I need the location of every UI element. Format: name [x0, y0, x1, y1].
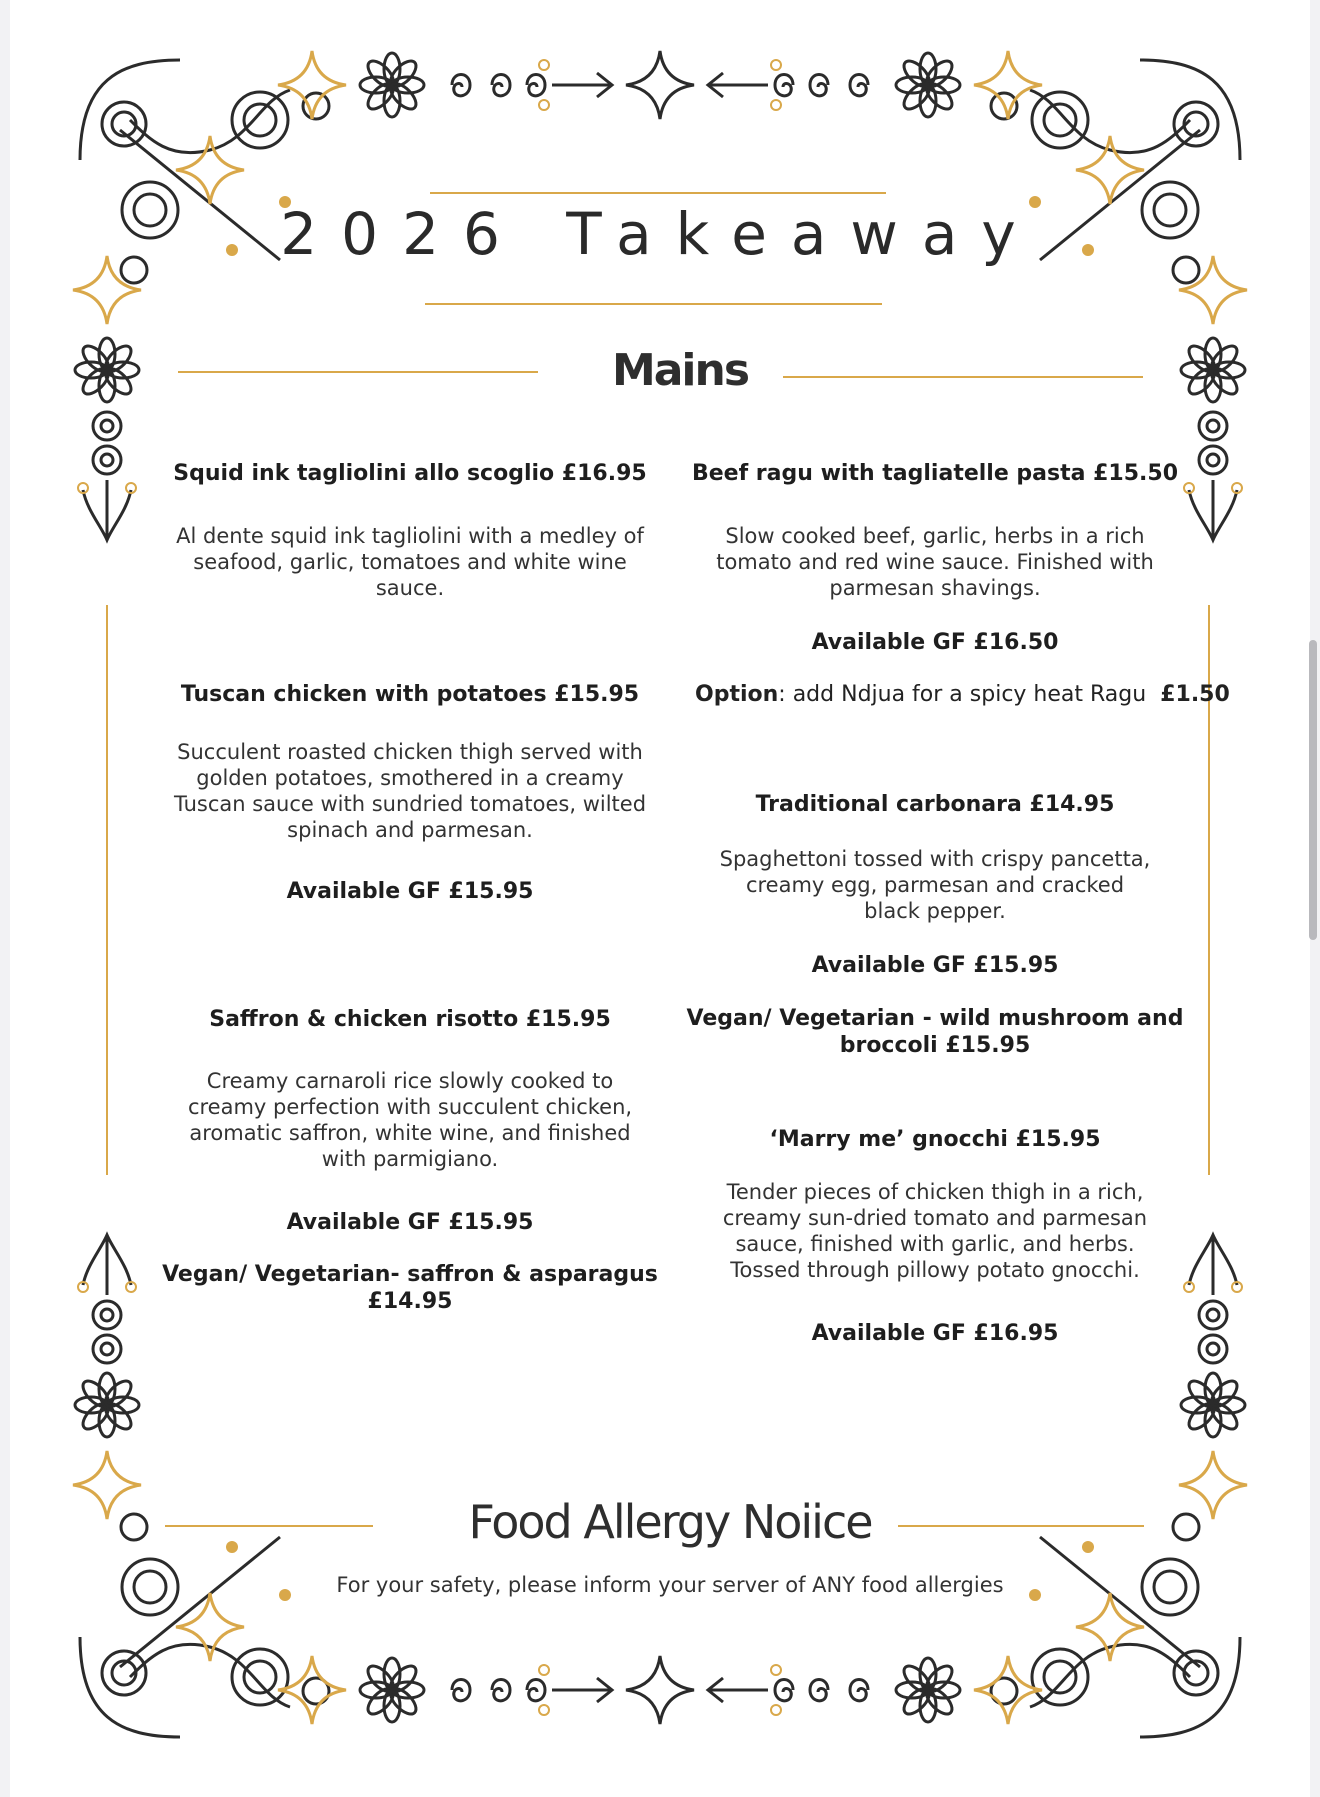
dish-description: Slow cooked beef, garlic, herbs in a rich tomato and red wine sauce. Finished with parmesan shavings. [716, 524, 1154, 600]
dish-name: Tuscan chicken with potatoes £15.95 [180, 682, 640, 707]
option-label: Option [695, 682, 779, 707]
dish-description: Spaghettoni tossed with crispy pancetta, creamy egg, parmesan and cracked black pepper. [719, 847, 1151, 923]
dish-description: Al dente squid ink tagliolini with a medley of seafood, garlic, tomatoes and white wine sauce. [176, 524, 644, 600]
allergy-notice-title: Food Allergy Noiice [468, 1495, 872, 1549]
gluten-free-availability: Available GF £16.50 [811, 630, 1059, 655]
vegan-variant: Vegan/ Vegetarian- saffron & asparagus £14.95 [162, 1262, 658, 1314]
vertical-scrollbar[interactable] [1309, 640, 1317, 940]
dish-name: Saffron & chicken risotto £15.95 [209, 1007, 611, 1032]
gluten-free-availability: Available GF £15.95 [286, 879, 534, 904]
menu-title: 2026 Takeaway [280, 200, 1040, 268]
vegan-variant: Vegan/ Vegetarian - wild mushroom and broccoli £15.95 [686, 1006, 1184, 1058]
dish-description: Succulent roasted chicken thigh served with golden potatoes, smothered in a creamy Tuscan sauce with sundried tomatoes, wilted spinach and parmesan. [173, 740, 647, 842]
dish-description: Tender pieces of chicken thigh in a rich, creamy sun-dried tomato and parmesan sauce, finished with garlic, and herbs. Tossed through pillowy potato gnocchi. [722, 1180, 1148, 1282]
section-heading: Mains [611, 345, 749, 396]
option-text: : add Ndjua for a spicy heat Ragu [778, 682, 1147, 707]
allergy-notice-text: For your safety, please inform your server of ANY food allergies [336, 1573, 1004, 1597]
gluten-free-availability: Available GF £15.95 [286, 1210, 534, 1235]
dish-name: Traditional carbonara £14.95 [755, 792, 1115, 817]
dish-name: ‘Marry me’ gnocchi £15.95 [769, 1127, 1101, 1152]
option-price: £1.50 [1160, 682, 1230, 707]
gluten-free-availability: Available GF £16.95 [811, 1321, 1059, 1346]
dish-name: Beef ragu with tagliatelle pasta £15.50 [691, 461, 1179, 486]
gluten-free-availability: Available GF £15.95 [811, 953, 1059, 978]
menu-page [10, 0, 1310, 1797]
dish-name: Squid ink tagliolini allo scoglio £16.95 [173, 461, 647, 486]
menu-option [695, 682, 1245, 707]
dish-description: Creamy carnaroli rice slowly cooked to creamy perfection with succulent chicken, aromatic saffron, white wine, and finished with parmigiano. [187, 1069, 633, 1171]
